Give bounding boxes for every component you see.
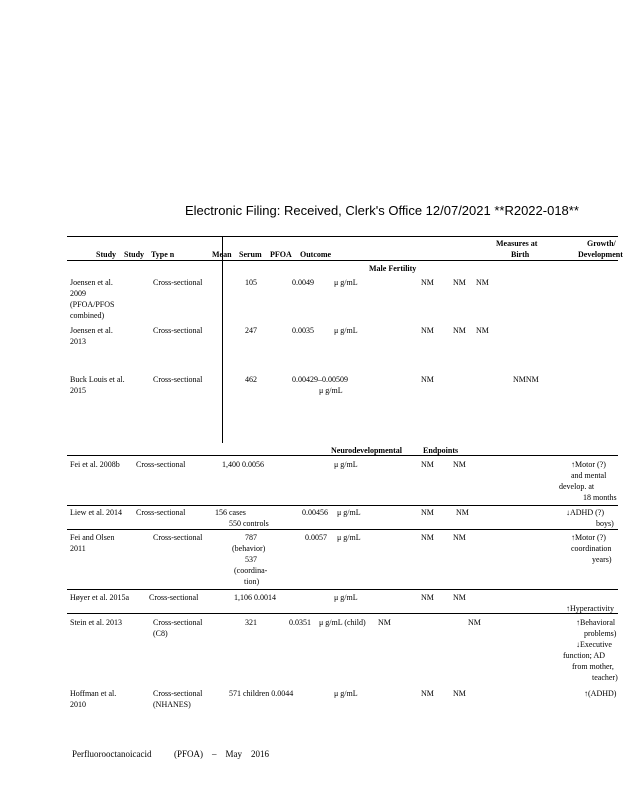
study-cell: Joensen et al.	[70, 326, 113, 335]
nm-cell: NMNM	[513, 375, 539, 384]
nm-cell: NM	[421, 375, 434, 384]
study-cell: Joensen et al.	[70, 278, 113, 287]
header-development: Development	[578, 250, 623, 259]
nm-cell: NM	[421, 326, 434, 335]
serum-cell: 0.0049	[292, 278, 314, 287]
study-cell: combined)	[70, 311, 105, 320]
type-cell: Cross-sectional	[153, 533, 203, 542]
dev-cell: problems)	[584, 629, 617, 638]
unit-cell: μ g/mL	[319, 386, 343, 395]
nm-cell: NM	[453, 533, 466, 542]
serum-cell: 0.0035	[292, 326, 314, 335]
n-serum-cell: 1,400 0.0056	[222, 460, 264, 469]
serum-cell: 0.0351	[289, 618, 311, 627]
nm-cell: NM	[476, 278, 489, 287]
dev-cell: function; AD	[563, 651, 605, 660]
dev-cell: ↑Behavioral	[576, 618, 616, 627]
unit-cell: μ g/mL	[334, 689, 358, 698]
study-cell: Høyer et al. 2015a	[70, 593, 130, 602]
dev-cell: from mother,	[572, 662, 614, 671]
n-cell: 247	[245, 326, 257, 335]
nm-cell: NM	[453, 689, 466, 698]
nm-cell: NM	[378, 618, 391, 627]
table-top-rule	[67, 236, 618, 237]
type-cell: Cross-sectional	[136, 508, 186, 517]
type-cell: Cross-sectional	[153, 375, 203, 384]
study-cell: 2010	[70, 700, 86, 709]
dev-cell: years)	[592, 555, 612, 564]
study-cell: 2013	[70, 337, 86, 346]
nm-cell: NM	[453, 593, 466, 602]
dev-cell: boys)	[596, 519, 614, 528]
type-cell: Cross-sectional	[149, 593, 199, 602]
serum-cell: 0.00456	[302, 508, 328, 517]
header-pfoa: PFOA	[270, 250, 292, 259]
n-cell: (coordina-	[234, 566, 268, 575]
nm-cell: NM	[453, 278, 466, 287]
n-cell: 156 cases	[215, 508, 246, 517]
study-cell: 2011	[70, 544, 86, 553]
header-study: Study	[96, 250, 117, 259]
header-growth: Growth/	[587, 239, 616, 248]
study-cell: 2015	[70, 386, 86, 395]
dev-cell: teacher)	[592, 673, 618, 682]
header-study: Study	[124, 250, 145, 259]
serum-cell: 0.0057	[305, 533, 327, 542]
header-mean: Mean	[212, 250, 232, 259]
nm-cell: NM	[456, 508, 469, 517]
study-cell: Liew et al. 2014	[70, 508, 122, 517]
nm-cell: NM	[421, 278, 434, 287]
nm-cell: NM	[421, 689, 434, 698]
nm-cell: NM	[421, 593, 434, 602]
type-cell: Cross-sectional	[136, 460, 186, 469]
serum-cell: 0.00429–0.00509	[292, 375, 348, 384]
filing-stamp: Electronic Filing: Received, Clerk's Office 12/07/2021 **R2022-018**	[185, 203, 579, 218]
column-divider	[222, 236, 223, 443]
study-cell: (PFOA/PFOS	[70, 300, 115, 309]
type-cell: Cross-sectional	[153, 689, 203, 698]
header-serum: Serum	[239, 250, 262, 259]
header-rule	[67, 260, 618, 261]
section-endpoints: Endpoints	[423, 446, 459, 455]
type-cell: (NHANES)	[153, 700, 191, 709]
unit-cell: μ g/mL	[337, 533, 361, 542]
row-rule	[67, 529, 618, 530]
n-cell: 787	[245, 533, 257, 542]
n-cell: 321	[245, 618, 257, 627]
header-birth: Birth	[511, 250, 530, 259]
dev-cell: develop. at	[559, 482, 595, 491]
dev-cell: coordination	[571, 544, 612, 553]
unit-cell: μ g/mL	[334, 593, 358, 602]
nm-cell: NM	[453, 326, 466, 335]
n-cell: (behavior)	[232, 544, 266, 553]
dev-cell: and mental	[571, 471, 607, 480]
dev-cell: ↑Motor (?)	[571, 460, 606, 469]
section-neurodevelopmental: Neurodevelopmental	[331, 446, 402, 455]
type-cell: Cross-sectional	[153, 618, 203, 627]
n-cell: tion)	[244, 577, 260, 586]
type-cell: Cross-sectional	[153, 326, 203, 335]
dev-cell: ↑(ADHD)	[584, 689, 617, 698]
dev-cell: ↑Motor (?)	[571, 533, 606, 542]
header-measures-at: Measures at	[496, 239, 538, 248]
study-cell: Stein et al. 2013	[70, 618, 122, 627]
row-rule	[67, 589, 618, 590]
nm-cell: NM	[421, 460, 434, 469]
n-cell: 105	[245, 278, 257, 287]
study-cell: Fei et al. 2008b	[70, 460, 120, 469]
dev-cell: ↑Hyperactivity	[566, 604, 614, 613]
unit-cell: μ g/mL	[337, 508, 361, 517]
n-cell: 537	[245, 555, 257, 564]
type-cell: (C8)	[153, 629, 168, 638]
n-cell: 462	[245, 375, 257, 384]
nm-cell: NM	[476, 326, 489, 335]
row-rule	[67, 505, 618, 506]
header-outcome: Outcome	[300, 250, 332, 259]
unit-cell: μ g/mL	[334, 326, 358, 335]
study-cell: Fei and Olsen	[70, 533, 115, 542]
n-cell: 550 controls	[229, 519, 269, 528]
dev-cell: ↓ADHD (?)	[566, 508, 604, 517]
page-footer: Perfluorooctanoicacid (PFOA) – May 2016	[72, 749, 269, 759]
nm-cell: NM	[421, 508, 434, 517]
n-serum-cell: 571 children 0.0044	[229, 689, 294, 698]
study-cell: Hoffman et al.	[70, 689, 117, 698]
unit-cell: μ g/mL	[334, 278, 358, 287]
dev-cell: 18 months	[583, 493, 617, 502]
header-type-n: Type n	[151, 250, 175, 259]
section-male-fertility: Male Fertility	[369, 264, 417, 273]
n-serum-cell: 1,106 0.0014	[234, 593, 276, 602]
nm-cell: NM	[468, 618, 481, 627]
type-cell: Cross-sectional	[153, 278, 203, 287]
study-cell: 2009	[70, 289, 86, 298]
unit-cell: μ g/mL (child)	[319, 618, 366, 627]
unit-cell: μ g/mL	[334, 460, 358, 469]
dev-cell: ↓Executive	[576, 640, 612, 649]
nm-cell: NM	[453, 460, 466, 469]
study-cell: Buck Louis et al.	[70, 375, 125, 384]
row-rule	[67, 613, 618, 614]
nm-cell: NM	[421, 533, 434, 542]
